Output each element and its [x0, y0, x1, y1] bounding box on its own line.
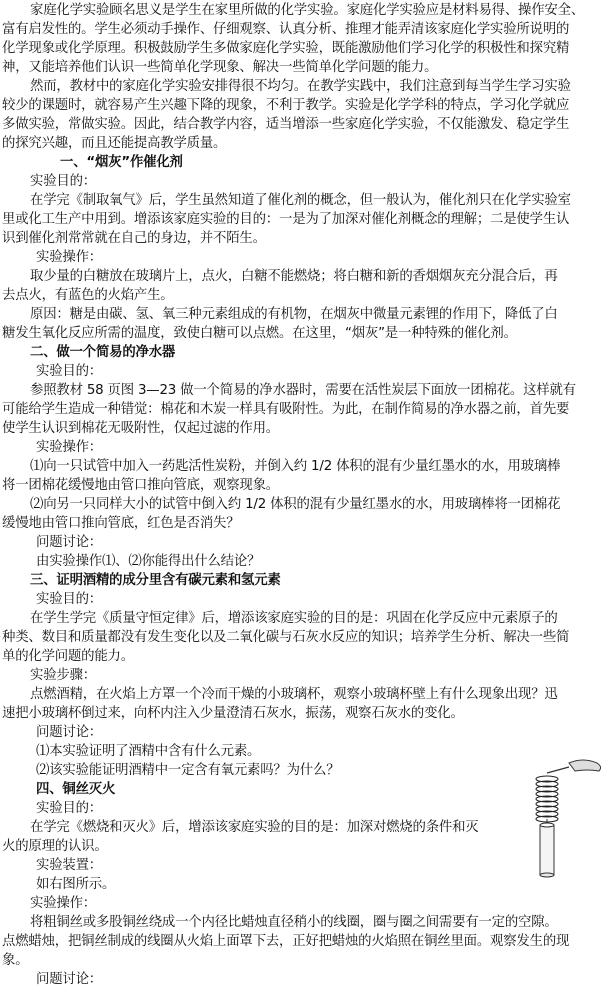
text-line: ⑴向一只试管中加入一药匙活性炭粉，并倒入约 1/2 体积的混有少量红墨水的水，用玻璃棒: [30, 459, 561, 474]
text-line: 点燃蜡烛，把铜丝制成的线圈从火焰上面罩下去，正好把蜡烛的火焰照在铜丝里面。观察发生的现: [2, 934, 570, 949]
text-line: 家庭化学实验顾名思义是学生在家里所做的化学实验。家庭化学实验应是材料易得、操作安全、: [30, 3, 585, 18]
text-line: ⑴本实验证明了酒精中含有什么元素。: [36, 744, 261, 759]
text-line: 在学生学完《质量守恒定律》后，增添该家庭实验的目的是：巩固在化学反应中元素原子的: [30, 611, 558, 626]
section-heading: 三、证明酒精的成分里含有碳元素和氢元素: [30, 573, 281, 588]
text-line: 去点火，有蓝色的火焰产生。: [2, 288, 174, 303]
subheading: 实验目的：: [36, 592, 102, 607]
text-line: 识到催化剂常常就在自己的身边，并不陌生。: [2, 231, 266, 246]
section-heading: 一、“烟灰”作催化剂: [60, 155, 183, 170]
text-line: 里或化工生产中用到。增添该家庭实验的目的：一是为了加深对催化剂概念的理解；二是使学生认: [2, 212, 570, 227]
text-line: 在学完《燃烧和灭火》后，增添该家庭实验的目的是：加深对燃烧的条件和灭: [30, 820, 479, 835]
subheading: 问题讨论：: [36, 725, 102, 740]
text-line: 缓慢地由管口推向管底，红色是否消失？: [2, 516, 240, 531]
text-line: 种类、数目和质量都没有发生变化以及二氧化碳与石灰水反应的知识；培养学生分析、解决一些简: [2, 630, 570, 645]
subheading: 实验操作：: [36, 440, 102, 455]
subheading: 实验装置：: [36, 858, 102, 873]
text-line: 神，又能培养他们认识一些简单化学现象、解决一些简单化学问题的能力。: [2, 60, 438, 75]
text-line: 化学现象或化学原理。积极鼓励学生多做家庭化学实验，既能激励他们学习化学的积极性和探究精: [2, 41, 570, 56]
text-line: 取少量的白糖放在玻璃片上，点火，白糖不能燃烧；将白糖和新的香烟烟灰充分混合后，再: [30, 269, 558, 284]
text-line: ⑵向另一只同样大小的试管中倒入约 1/2 体积的混有少量红墨水的水，用玻璃棒将一团棉花: [30, 497, 561, 512]
subheading: 实验操作：: [36, 250, 102, 265]
section-heading: 二、做一个简易的净水器: [30, 345, 176, 360]
subheading: 实验目的：: [36, 801, 102, 816]
text-line: 糖发生氧化反应所需的温度，致使白糖可以点燃。在这里，“烟灰”是一种特殊的催化剂。: [2, 326, 517, 341]
subheading: 问题讨论：: [36, 972, 102, 987]
text-line: 将粗铜丝或多股铜丝绕成一个内径比蜡烛直径稍小的线圈，圈与圈之间需要有一定的空隙。: [30, 915, 558, 930]
subheading: 实验目的：: [36, 364, 102, 379]
copper-coil-candle-figure: [525, 757, 605, 879]
text-line: 单的化学问题的能力。: [2, 649, 134, 664]
text-line: 如右图所示。: [36, 877, 116, 892]
subheading: 实验步骤：: [30, 668, 96, 683]
text-line: 点燃酒精，在火焰上方罩一个冷而干燥的小玻璃杯，观察小玻璃杯壁上有什么现象出现？迅: [30, 687, 558, 702]
text-line: 象。: [2, 953, 29, 968]
text-line: 多做实验，常做实验。因此，结合教学内容，适当增添一些家庭化学实验，不仅能激发、稳定学生: [2, 117, 570, 132]
text-line: 原因：糖是由碳、氢、氧三种元素组成的有机物，在烟灰中微量元素锂的作用下，降低了白: [30, 307, 558, 322]
text-line: ⑵该实验能证明酒精中一定含有氧元素吗？为什么？: [36, 763, 340, 778]
text-line: 由实验操作⑴、⑵你能得出什么结论？: [36, 554, 261, 569]
text-line: 的探究兴趣，而且还能提高教学质量。: [2, 136, 227, 151]
text-line: 使学生认识到棉花无吸附性，仅起过滤的作用。: [2, 421, 280, 436]
text-line: 火的原理的认识。: [2, 839, 108, 854]
text-line: 可能给学生造成一种错觉：棉花和木炭一样具有吸附性。为此，在制作简易的净水器之前，首先要: [2, 402, 570, 417]
text-line: 富有启发性的。学生必须动手操作、仔细观察、认真分析、推理才能弄清该家庭化学实验所说明的: [2, 22, 570, 37]
text-line: 参照教材 58 页图 3—23 做一个简易的净水器时，需要在活性炭层下面放一团棉花。这样就有: [30, 383, 576, 398]
subheading: 问题讨论：: [36, 535, 102, 550]
text-line: 然而，教材中的家庭化学实验安排得很不均匀。在教学实践中，我们注意到每当学生学习实验: [30, 79, 571, 94]
text-line: 在学完《制取氧气》后，学生虽然知道了催化剂的概念，但一般认为，催化剂只在化学实验室: [30, 193, 571, 208]
text-line: 速把小玻璃杯倒过来，向杯内注入少量澄清石灰水，振荡，观察石灰水的变化。: [2, 706, 464, 721]
text-line: 较少的课题时，就容易产生兴趣下降的现象，不利于教学。实验是化学学科的特点，学习化学就应: [2, 98, 570, 113]
subheading: 实验目的：: [30, 174, 96, 189]
subheading: 实验操作：: [30, 896, 96, 911]
text-line: 将一团棉花缓慢地由管口推向管底，观察现象。: [2, 478, 280, 493]
section-heading: 四、铜丝灭火: [36, 782, 116, 797]
